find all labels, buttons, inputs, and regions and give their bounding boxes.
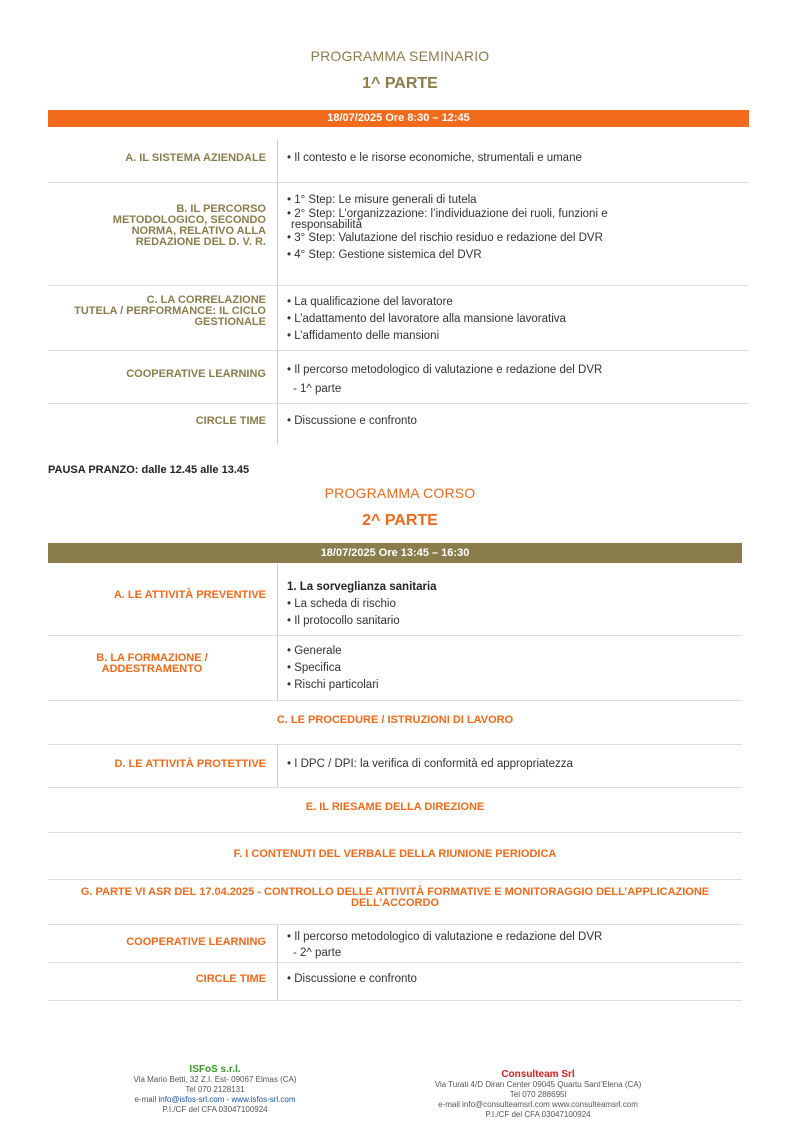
- row-item: • Specifica: [287, 662, 341, 674]
- part1-heading: PROGRAMMA SEMINARIO: [310, 48, 490, 64]
- label-line: GESTIONALE: [194, 316, 266, 328]
- part2-row-circle: [48, 963, 742, 1001]
- website-link[interactable]: www.isfos-srl.com: [231, 1095, 296, 1104]
- part2-row-b: [48, 636, 742, 701]
- row-title: C. LE PROCEDURE / ISTRUZIONI DI LAVORO: [276, 714, 514, 726]
- part1-row-coop: [48, 351, 749, 404]
- row-item: responsabilità: [291, 219, 362, 231]
- company-vat: P.I./CF del CFA 03047100924: [162, 1105, 268, 1114]
- part1-row-c: [48, 286, 749, 351]
- row-label: A. LE ATTIVITÀ PREVENTIVE: [113, 589, 266, 601]
- row-item: • 2° Step: L’organizzazione: l’individuazione dei ruoli, funzioni e: [287, 208, 608, 220]
- row-title: F. I CONTENUTI DEL VERBALE DELLA RIUNIONE PERIODICA: [233, 848, 557, 860]
- part1-label: 1^ PARTE: [362, 75, 438, 92]
- footer-consulteam: [418, 1070, 658, 1120]
- row-label: COOPERATIVE LEARNING: [126, 368, 266, 380]
- company-name: Consulteam Srl: [501, 1069, 575, 1080]
- part1-row-a: [48, 140, 749, 183]
- email-prefix: e-mail: [134, 1095, 159, 1104]
- company-tel: Tel 070 2128131: [185, 1085, 245, 1094]
- email-link[interactable]: info@isfos-srl.com: [158, 1095, 225, 1104]
- part2-date-bar: 18/07/2025 Ore 13:45 – 16:30: [48, 543, 742, 563]
- row-item: • L’affidamento delle mansioni: [287, 330, 440, 342]
- label-line: METODOLOGICO, SECONDO: [112, 214, 266, 226]
- part2-heading: PROGRAMMA CORSO: [324, 485, 476, 501]
- company-contacts: [120, 1095, 310, 1105]
- row-item: • Generale: [287, 645, 342, 657]
- row-label: A. IL SISTEMA AZIENDALE: [125, 152, 266, 164]
- label-line: ADDESTRAMENTO: [101, 663, 203, 675]
- row-item: - 1^ parte: [293, 383, 342, 395]
- title-line: DELL’ACCORDO: [351, 897, 439, 909]
- part1-row-b: [48, 183, 749, 286]
- company-name: ISFoS s.r.l.: [189, 1064, 241, 1075]
- label-line: NORMA, RELATIVO ALLA: [131, 225, 266, 237]
- row-label: [48, 295, 266, 328]
- row-item: • La scheda di rischio: [287, 598, 396, 610]
- row-item: • Il percorso metodologico di valutazione e redazione del DVR: [287, 364, 603, 376]
- company-address: Via Turati 4/D Diran Center 09045 Quartu Sant’Elena (CA): [434, 1080, 642, 1089]
- row-title: [48, 887, 742, 909]
- company-contacts: e-mail info@consulteamsrl.com www.consulteamsrl.com: [438, 1100, 638, 1109]
- row-title: E. IL RIESAME DELLA DIREZIONE: [305, 801, 485, 813]
- part2-label: 2^ PARTE: [362, 512, 438, 529]
- row-label: CIRCLE TIME: [195, 415, 266, 427]
- row-label: CIRCLE TIME: [195, 973, 266, 985]
- footer-isfos: [120, 1065, 310, 1115]
- label-line: TUTELA / PERFORMANCE: IL CICLO: [74, 305, 266, 317]
- row-item: • Il percorso metodologico di valutazione e redazione del DVR: [287, 931, 603, 943]
- part2-row-f: [48, 833, 742, 880]
- part2-row-e: [48, 788, 742, 833]
- row-label: [48, 204, 266, 248]
- part1-row-circle: [48, 404, 749, 444]
- company-address: Via Mario Betti, 32 Z.I. Est- 09067 Elmas (CA): [133, 1075, 297, 1084]
- row-label: D. LE ATTIVITÀ PROTETTIVE: [114, 758, 266, 770]
- label-line: REDAZIONE DEL D. V. R.: [135, 236, 266, 248]
- company-vat: P.I./CF del CFA 03047100924: [485, 1110, 591, 1119]
- row-item: • Il protocollo sanitario: [287, 615, 400, 627]
- part2-row-c: [48, 701, 742, 745]
- row-item: • Il contesto e le risorse economiche, strumentali e umane: [287, 152, 582, 164]
- row-item: • 3° Step: Valutazione del rischio residuo e redazione del DVR: [287, 232, 603, 244]
- label-line: B. LA FORMAZIONE /: [96, 652, 208, 664]
- row-label: COOPERATIVE LEARNING: [126, 936, 266, 948]
- row-item: • Discussione e confronto: [287, 415, 417, 427]
- part2-row-coop: [48, 925, 742, 963]
- lunch-break: PAUSA PRANZO: dalle 12.45 alle 13.45: [48, 464, 250, 476]
- company-tel: Tel 070 288695l: [509, 1090, 567, 1099]
- row-item: 1. La sorveglianza sanitaria: [287, 581, 437, 593]
- row-item: • La qualificazione del lavoratore: [287, 296, 453, 308]
- contacts-separator: -: [224, 1095, 232, 1104]
- row-item: • 4° Step: Gestione sistemica del DVR: [287, 249, 482, 261]
- title-line: G. PARTE VI ASR DEL 17.04.2025 - CONTROLLO DELLE ATTIVITÀ FORMATIVE E MONITORAGGIO DELL’APPLICAZIONE: [80, 886, 710, 898]
- part2-row-a: [48, 564, 742, 636]
- row-item: • Discussione e confronto: [287, 973, 417, 985]
- row-item: - 2^ parte: [293, 947, 342, 959]
- part1-date-bar: 18/07/2025 Ore 8:30 – 12:45: [48, 110, 749, 127]
- row-item: • I DPC / DPI: la verifica di conformità ed appropriatezza: [287, 758, 573, 770]
- row-item: • Rischi particolari: [287, 679, 379, 691]
- label-line: C. LA CORRELAZIONE: [146, 294, 266, 306]
- part2-row-d: [48, 745, 742, 788]
- row-label: [48, 653, 256, 675]
- part2-row-g: [48, 880, 742, 925]
- label-line: B. IL PERCORSO: [176, 203, 266, 215]
- row-item: • 1° Step: Le misure generali di tutela: [287, 194, 477, 206]
- row-item: • L’adattamento del lavoratore alla mansione lavorativa: [287, 313, 566, 325]
